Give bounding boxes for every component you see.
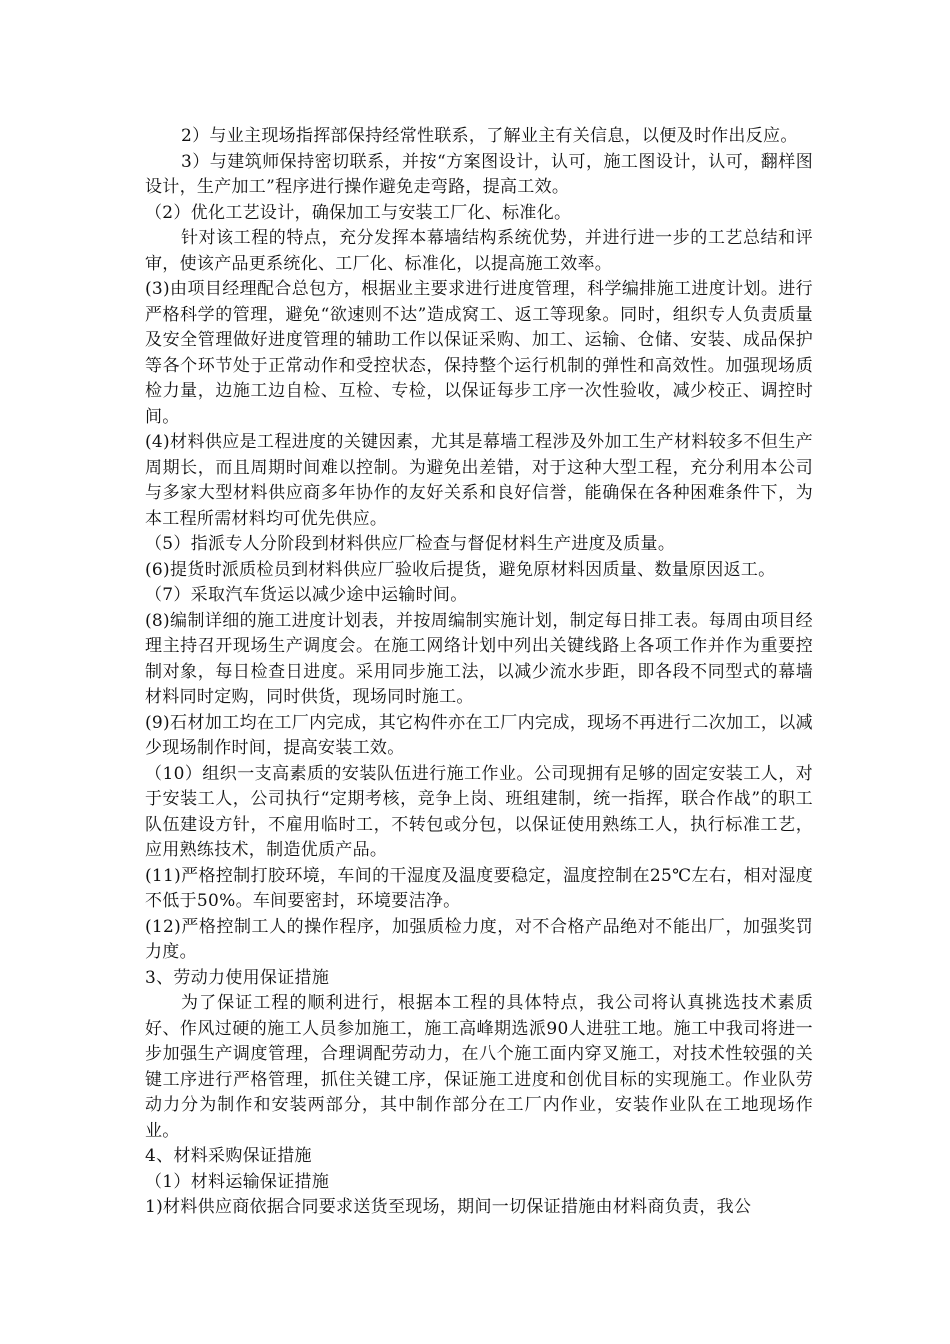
paragraph-item-4: (4)材料供应是工程进度的关键因素，尤其是幕墙工程涉及外加工生产材料较多不但生产周期长，而且周期时间难以控制。为避免出差错，对于这种大型工程，充分利用本公司与多家大型材料供应商多年协作的友好关系和良好信誉，能确保在各种困难条件下，为本工程所需材料均可优先供应。 <box>145 432 813 529</box>
paragraph-optimize-process: （2）优化工艺设计，确保加工与安装工厂化、标准化。 <box>145 202 572 223</box>
paragraph-item-5: （5）指派专人分阶段到材料供应厂检查与督促材料生产进度及质量。 <box>145 534 676 554</box>
paragraph-contact-owner: 2）与业主现场指挥部保持经常性联系，了解业主有关信息，以便及时作出反应。 <box>181 126 798 146</box>
section-heading-labor: 3、劳动力使用保证措施 <box>145 967 330 988</box>
paragraph-item-8: (8)编制详细的施工进度计划表，并按周编制实施计划，制定每日排工表。每周由项目经理主持召开现场生产调度会。在施工网络计划中列出关键线路上各项工作并作为重要控制对象，每日检查日进度。采用同步施工法，以减少流水步距，即各段不同型式的幕墙材料同时定购，同时供货，现场同时施工。 <box>145 610 813 707</box>
paragraph-item-7: （7）采取汽车货运以减少途中运输时间。 <box>145 585 468 605</box>
section-heading-procurement: 4、材料采购保证措施 <box>145 1146 312 1166</box>
subheading-transport: （1）材料运输保证措施 <box>145 1171 330 1192</box>
paragraph-item-3: (3)由项目经理配合总包方，根据业主要求进行进度管理，科学编排施工进度计划。进行严格科学的管理，避免“欲速则不达”造成窝工、返工等现象。同时，组织专人负责质量及安全管理做好进度管理的辅助工作以保证采购、加工、运输、仓储、安装、成品保护等各个环节处于正常动作和受控状态，保持整个运行机制的弹性和高效性。加强现场质检力量，边施工边自检、互检、专检，以保证每步工序一次性验收，减少校正、调控时间。 <box>145 279 813 427</box>
paragraph-item-6: (6)提货时派质检员到材料供应厂验收后提货，避免原材料因质量、数量原因返工。 <box>145 559 776 580</box>
paragraph-contact-architect: 3）与建筑师保持密切联系，并按“方案图设计，认可，施工图设计，认可，翻样图设计，生产加工”程序进行操作避免走弯路，提高工效。 <box>145 151 813 197</box>
paragraph-labor: 为了保证工程的顺利进行，根据本工程的具体特点，我公司将认真挑选技术素质好、作风过硬的施工人员参加施工，施工高峰期选派90人进驻工地。施工中我司将进一步加强生产调度管理，合理调配劳动力，在八个施工面内穿叉施工，对技术性较强的关键工序进行严格管理，抓住关键工序，保证施工进度和创优目标的实现施工。作业队劳动力分为制作和安装两部分，其中制作部分在工厂内作业，安装作业队在工地现场作业。 <box>145 993 813 1141</box>
paragraph-item-12: (12)严格控制工人的操作程序，加强质检力度，对不合格产品绝对不能出厂，加强奖罚力度。 <box>145 916 813 962</box>
paragraph-item-11: (11)严格控制打胶环境，车间的干湿度及温度要稳定，温度控制在25℃左右，相对湿度不低于50%。车间要密封，环境要洁净。 <box>145 865 813 911</box>
document-body <box>145 124 813 1221</box>
paragraph-project-features: 针对该工程的特点，充分发挥本幕墙结构系统优势，并进行进一步的工艺总结和评审，使该产品更系统化、工厂化、标准化，以提高施工效率。 <box>145 228 813 274</box>
paragraph-item-10: （10）组织一支高素质的安装队伍进行施工作业。公司现拥有足够的固定安装工人，对于安装工人，公司执行“定期考核，竞争上岗、班组建制，统一指挥，联合作战”的职工队伍建设方针，不雇用临时工，不转包或分包，以保证使用熟练工人，执行标准工艺，应用熟练技术，制造优质产品。 <box>145 763 813 860</box>
paragraph-supplier-delivery: 1)材料供应商依据合同要求送货至现场，期间一切保证措施由材料商负责，我公 <box>145 1197 752 1217</box>
paragraph-item-9: (9)石材加工均在工厂内完成，其它构件亦在工厂内完成，现场不再进行二次加工，以减少现场制作时间，提高安装工效。 <box>145 712 813 758</box>
